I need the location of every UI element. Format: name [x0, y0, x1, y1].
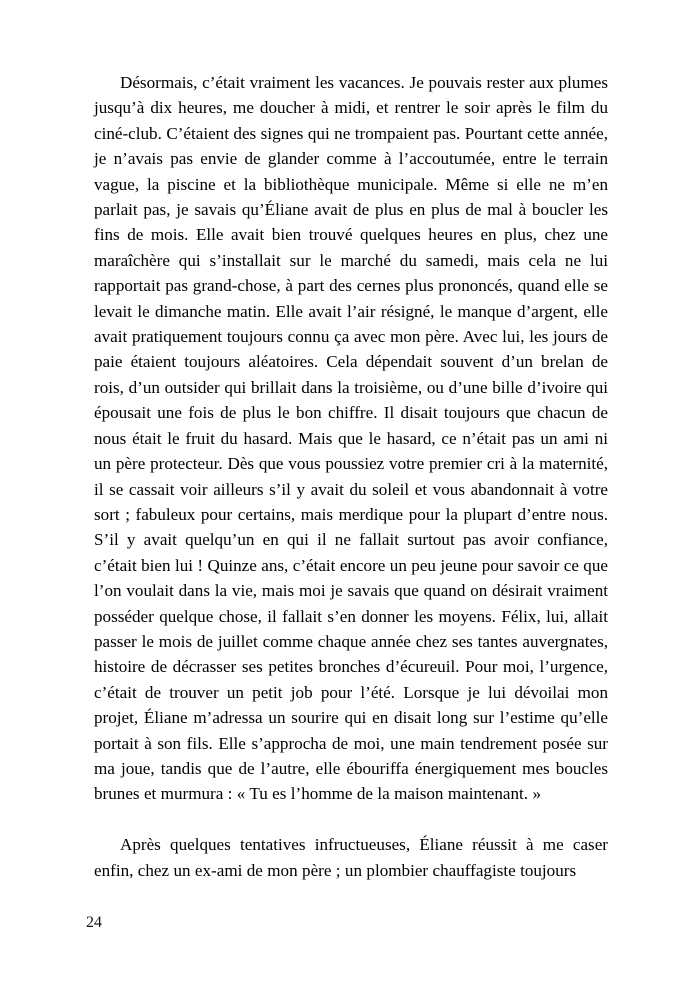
- body-paragraph: Après quelques tentatives infructueuses, Éliane réussit à me caser enfin, chez un ex-ami de mon père ; un plombier chauffagiste toujours: [94, 835, 608, 880]
- page-number: 24: [86, 914, 102, 931]
- body-paragraph: Désormais, c’était vraiment les vacances. Je pouvais rester aux plumes jusqu’à dix heures, me doucher à midi, et rentrer le soir après le film du ciné-club. C’étaient des signes qui ne trompaient pas. Pourtant cette année, je n’avais pas envie de glander comme à l’accoutumée, entre le terrain vague, la piscine et la bibliothèque municipale. Même si elle ne m’en parlait pas, je savais qu’Éliane avait de plus en plus de mal à boucler les fins de mois. Elle avait bien trouvé quelques heures en plus, chez une maraîchère qui s’installait sur le marché du samedi, mais cela ne lui rapportait pas grand-chose, à part des cernes plus prononcés, quand elle se levait le dimanche matin. Elle avait l’air résigné, le manque d’argent, elle avait pratiquement toujours connu ça avec mon père. Avec lui, les jours de paie étaient toujours aléatoires. Cela dépendait souvent d’un brelan de rois, d’un outsider qui brillait dans la troisième, ou d’une bille d’ivoire qui épousait une fois de plus le bon chiffre. Il disait toujours que chacun de nous était le fruit du hasard. Mais que le hasard, ce n’était pas un ami ni un père protecteur. Dès que vous poussiez votre premier cri à la maternité, il se cassait voir ailleurs s’il y avait du soleil et vous abandonnait à votre sort ; fabuleux pour certains, mais merdique pour la plupart d’entre nous. S’il y avait quelqu’un en qui il ne fallait surtout pas avoir confiance, c’était bien lui ! Quinze ans, c’était encore un peu jeune pour savoir ce que l’on voulait dans la vie, mais moi je savais que quand on désirait vraiment posséder quelque chose, il fallait s’en donner les moyens. Félix, lui, allait passer le mois de juillet comme chaque année chez ses tantes auvergnates, histoire de décrasser ses petites bronches d’écureuil. Pour moi, l’urgence, c’était de trouver un petit job pour l’été. Lorsque je lui dévoilai mon projet, Éliane m’adressa un sourire qui en disait long sur l’estime qu’elle portait à son fils. Elle s’approcha de moi, une main tendrement posée sur ma joue, tandis que de l’autre, elle ébouriffa énergiquement mes boucles brunes et murmura : « Tu es l’homme de la maison maintenant. »: [94, 73, 608, 804]
- body-text-column: [94, 70, 608, 883]
